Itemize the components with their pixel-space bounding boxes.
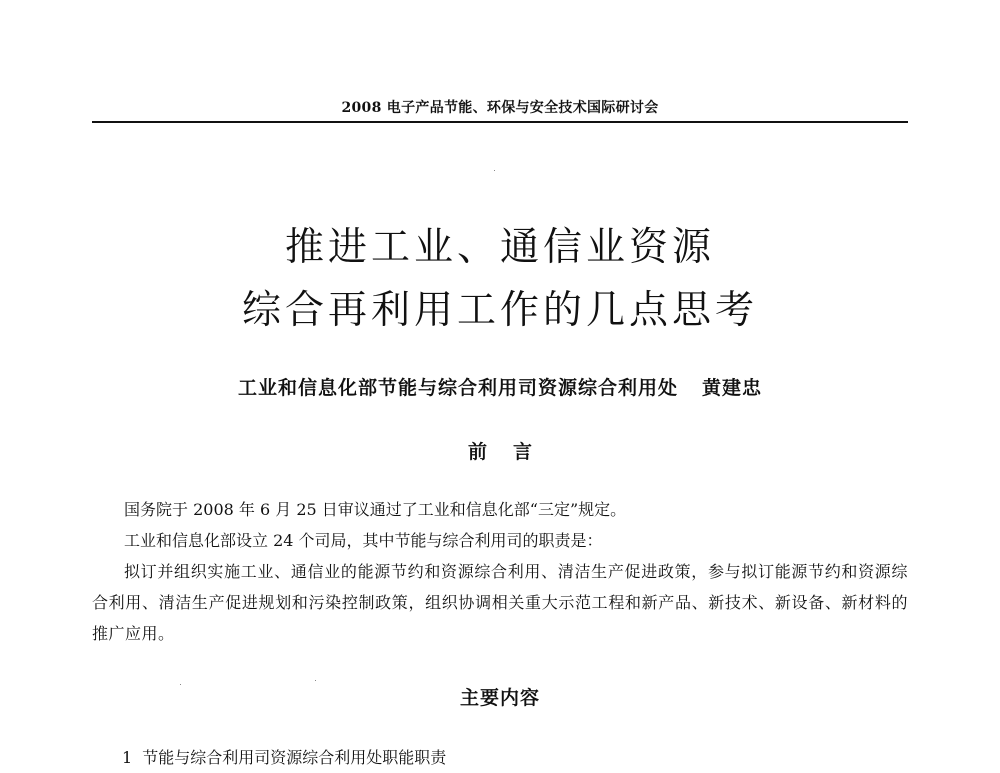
title-line-1: 推进工业、通信业资源 <box>284 225 715 270</box>
main-content-heading: 主要内容 <box>459 687 540 709</box>
scan-speck <box>315 680 316 681</box>
paragraph-1: 国务院于 2008 年 6 月 25 日审议通过了工业和信息化部“三定”规定。 <box>124 500 627 519</box>
paragraph-2: 工业和信息化部设立 24 个司局，其中节能与综合利用司的职责是： <box>124 531 603 550</box>
title-line-2: 综合再利用工作的几点思考 <box>241 288 758 333</box>
list-item-text: 节能与综合利用司资源综合利用处职能职责 <box>142 748 447 767</box>
preface-heading: 前言 <box>467 441 558 463</box>
author-affiliation: 工业和信息化部节能与综合利用司资源综合利用处 <box>237 377 678 399</box>
author-name: 黄建忠 <box>702 377 763 399</box>
author-line <box>0 373 1000 400</box>
scan-speck <box>180 684 181 685</box>
paragraph-3: 拟订并组织实施工业、通信业的能源节约和资源综合利用、清洁生产促进政策，参与拟订能源节约和资源综合利用、清洁生产促进规划和污染控制政策，组织协调相关重大示范工程和新产品、新技术、新设备、新材料的推广应用。 <box>92 562 908 643</box>
list-item <box>122 742 446 773</box>
header-rule <box>92 121 908 123</box>
scan-speck <box>494 170 495 171</box>
list-item-number: 1 <box>122 748 133 767</box>
running-header: 2008 电子产品节能、环保与安全技术国际研讨会 <box>341 100 659 116</box>
